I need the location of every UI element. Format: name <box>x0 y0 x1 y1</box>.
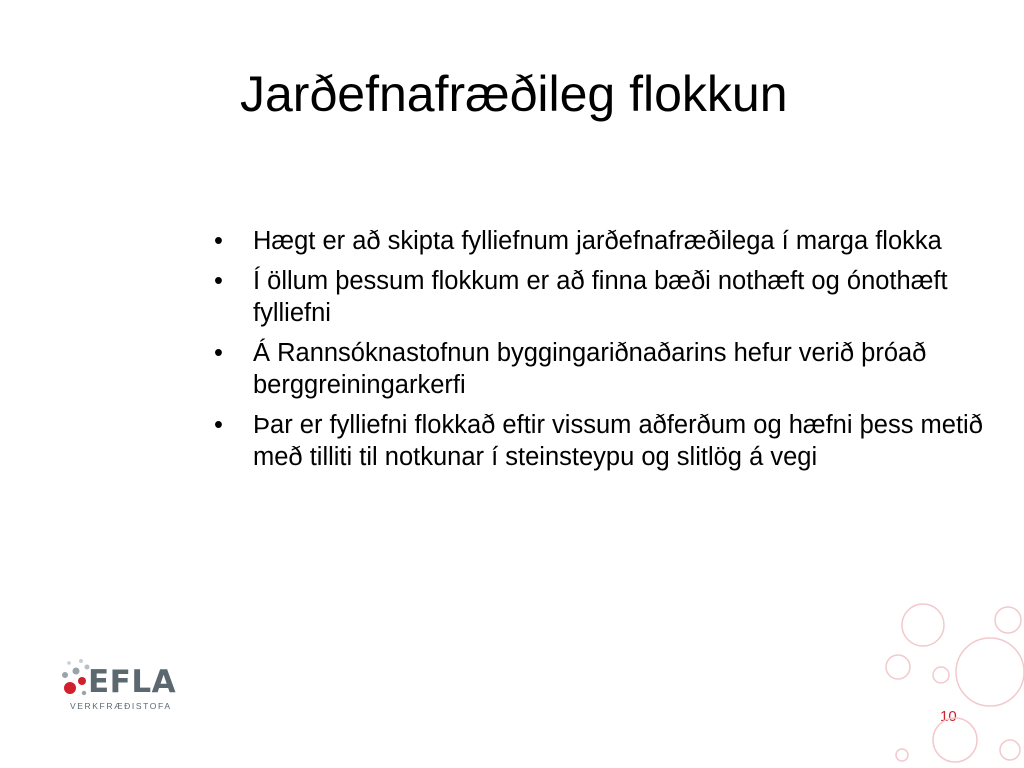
bullet-item <box>212 409 1002 473</box>
bullet-dot: • <box>214 411 223 439</box>
bullet-dot: • <box>214 267 223 295</box>
bullet-text: Í öllum þessum flokkum er að finna bæði nothæft og ónothæft fylliefni <box>253 267 948 327</box>
bullet-dot: • <box>214 227 223 255</box>
decorative-circles-icon <box>860 590 1024 768</box>
logo-subtitle: VERKFRÆÐISTOFA <box>70 701 172 711</box>
slide-title: Jarðefnafræðileg flokkun <box>240 66 788 122</box>
efla-logo <box>60 655 200 715</box>
bullet-list <box>212 225 1002 481</box>
bullet-item <box>212 337 1002 401</box>
bullet-dot: • <box>214 339 223 367</box>
bullet-text: Á Rannsóknastofnun byggingariðnaðarins hefur verið þróað berggreiningarkerfi <box>253 339 927 399</box>
logo-dots-icon <box>60 655 90 699</box>
bullet-text: Þar er fylliefni flokkað eftir vissum aðferðum og hæfni þess metið með tilliti til notkunar í steinsteypu og slitlög á vegi <box>253 411 983 471</box>
bullet-text: Hægt er að skipta fylliefnum jarðefnafræðilega í marga flokka <box>253 227 942 255</box>
bullet-item <box>212 225 1002 257</box>
logo-wordmark: EFLA <box>88 664 177 700</box>
bullet-item <box>212 265 1002 329</box>
page-number: 10 <box>940 708 957 725</box>
